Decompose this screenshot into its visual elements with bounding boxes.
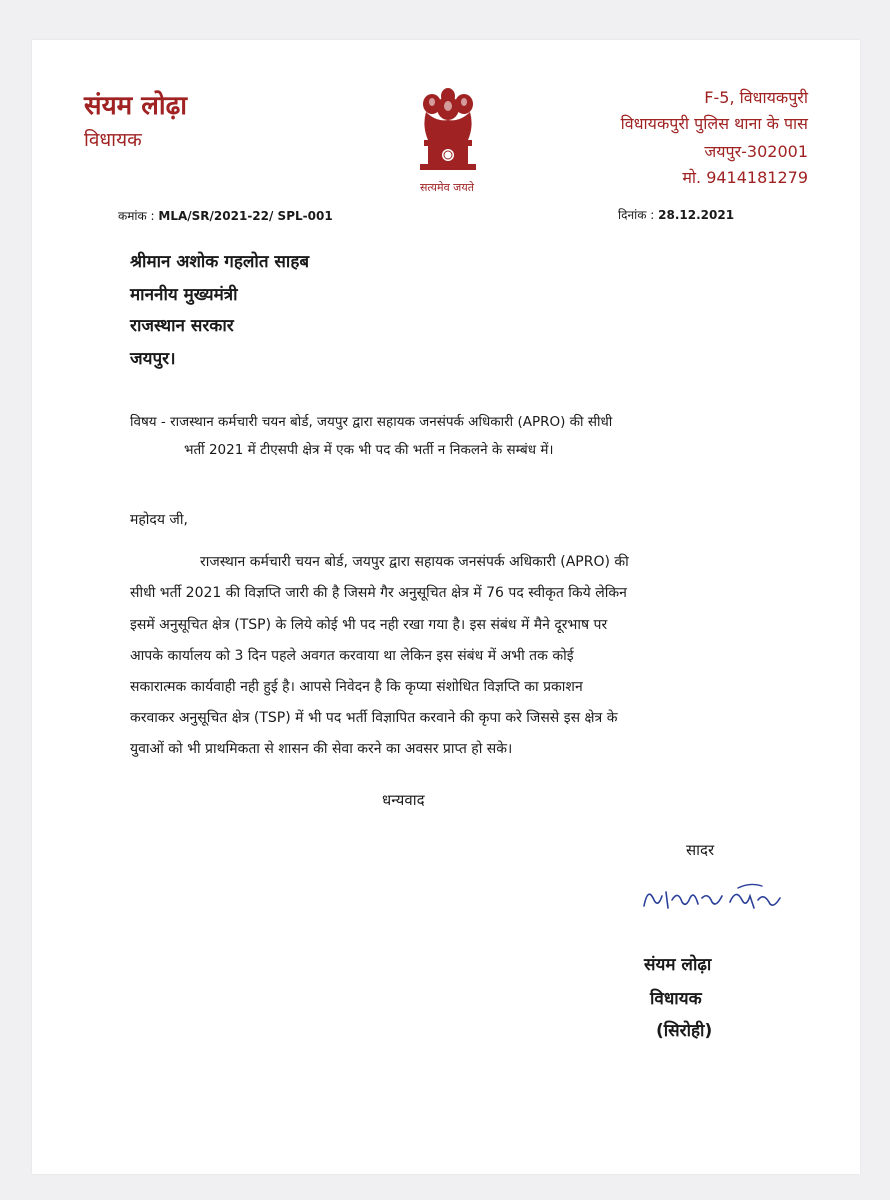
address-line-2: विधायकपुरी पुलिस थाना के पास [620,114,808,133]
body-line: सकारात्मक कार्यवाही नही हुई है। आपसे निवेदन है कि कृप्या संशोधित विज्ञप्ति का प्रकाशन [130,679,583,695]
signatory-name: संयम लोढ़ा [644,955,712,975]
letter-page [32,40,860,1174]
handwritten-signature [638,878,798,918]
body-line: युवाओं को भी प्राथमिकता से शासन की सेवा करने का अवसर प्राप्त हो सके। [130,741,513,757]
body-line: आपके कार्यालय को 3 दिन पहले अवगत करवाया था लेकिन इस संबंध में अभी तक कोई [130,648,574,664]
signatory-constituency: (सिरोही) [656,1021,713,1041]
letterhead-sender-name: संयम लोढ़ा [84,91,187,121]
reference-number [118,207,333,224]
date-value: 28.12.2021 [658,208,735,222]
body-line: राजस्थान कर्मचारी चयन बोर्ड, जयपुर द्वारा सहायक जनसंपर्क अधिकारी (APRO) की [200,554,629,570]
address-line-1: F-5, विधायकपुरी [704,88,808,107]
body-line: इसमें अनुसूचित क्षेत्र (TSP) के लिये कोई भी पद नही रखा गया है। इस संबंध में मैने दूरभाष पर [130,617,608,633]
recipient-city: जयपुर। [130,349,176,369]
thanks-text: धन्यवाद [382,791,425,809]
reference-value: MLA/SR/2021-22/ SPL-001 [158,209,333,223]
letterhead-sender-title: विधायक [84,129,142,151]
salutation: महोदय जी, [130,512,188,528]
recipient-name: श्रीमान अशोक गहलोत साहब [130,252,310,272]
address-phone: मो. 9414181279 [682,168,808,187]
subject-line-1: विषय - राजस्थान कर्मचारी चयन बोर्ड, जयपुर द्वारा सहायक जनसंपर्क अधिकारी (APRO) की सीधी [130,414,613,430]
recipient-office: राजस्थान सरकार [130,316,234,336]
regards-text: सादर [686,841,715,859]
body-line: सीधी भर्ती 2021 की विज्ञप्ति जारी की है जिसमे गैर अनुसूचित क्षेत्र में 76 पद स्वीकृत किये लेकिन [130,585,627,601]
address-line-3: जयपुर-302001 [704,142,808,161]
date-label: दिनांक : [618,208,659,222]
reference-label: कमांक : [118,209,159,223]
state-emblem-icon [410,82,486,194]
subject-line-2: भर्ती 2021 में टीएसपी क्षेत्र में एक भी पद की भर्ती न निकलने के सम्बंध में। [184,442,554,458]
recipient-designation: माननीय मुख्यमंत्री [130,285,238,305]
signatory-title: विधायक [650,989,702,1009]
body-line: करवाकर अनुसूचित क्षेत्र (TSP) में भी पद भर्ती विज्ञापित करवाने की कृपा करे जिससे इस क्षेत्र के [130,710,618,726]
emblem-motto: सत्यमेव जयते [419,181,474,194]
letter-date [618,206,734,223]
